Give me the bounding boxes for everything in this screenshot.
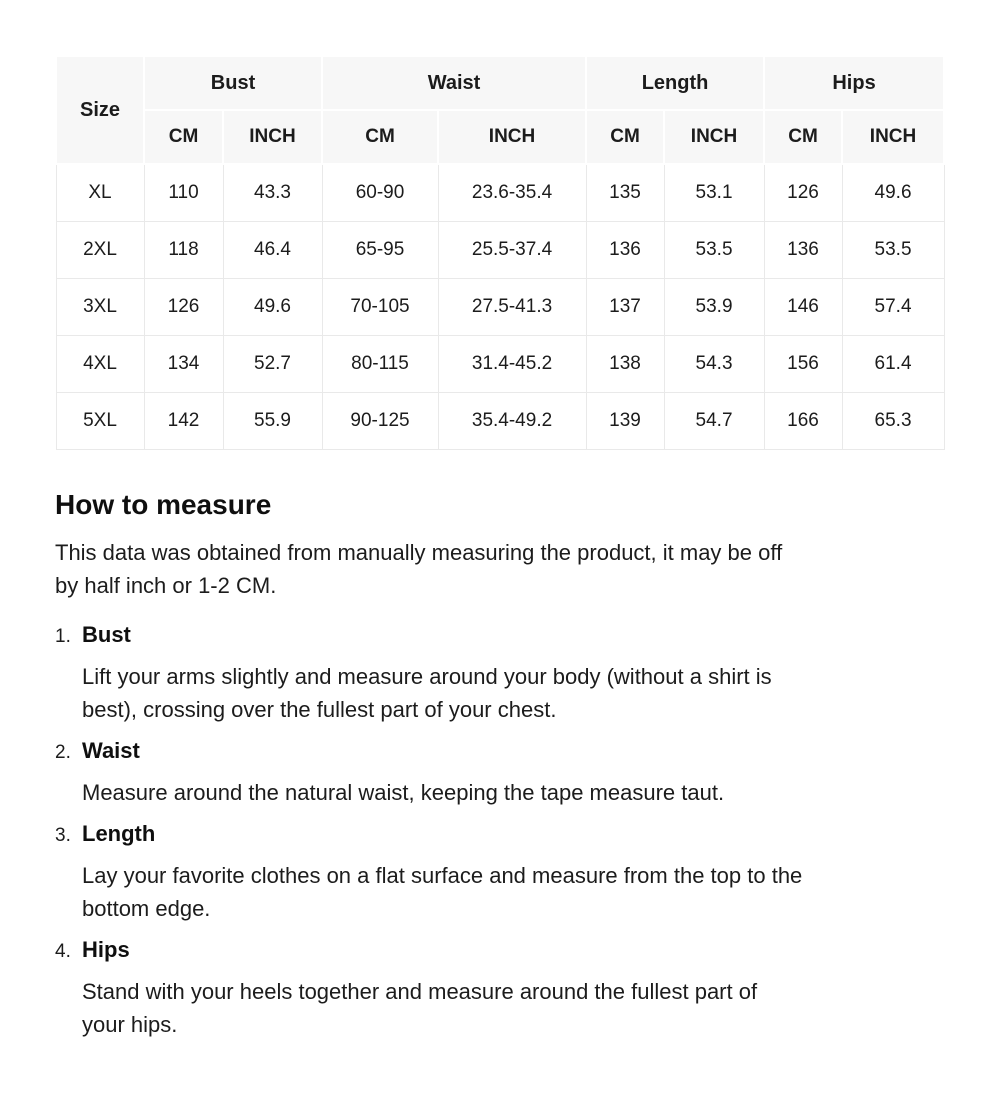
- table-cell: 61.4: [842, 336, 944, 393]
- group-header-length: Length: [586, 56, 764, 110]
- table-cell: 126: [144, 279, 223, 336]
- item-description: [82, 776, 945, 809]
- table-cell: 23.6-35.4: [438, 164, 586, 222]
- table-cell: 138: [586, 336, 664, 393]
- table-row-2xl: [56, 222, 944, 279]
- size-cell: 5XL: [56, 393, 144, 450]
- table-cell: 110: [144, 164, 223, 222]
- table-cell: 156: [764, 336, 842, 393]
- table-cell: 53.9: [664, 279, 764, 336]
- table-cell: 52.7: [223, 336, 322, 393]
- unit-header-length-inch: INCH: [664, 110, 764, 164]
- item-description: [82, 975, 945, 1041]
- size-cell: 2XL: [56, 222, 144, 279]
- table-cell: 146: [764, 279, 842, 336]
- table-cell: 54.3: [664, 336, 764, 393]
- table-cell: 65.3: [842, 393, 944, 450]
- table-cell: 55.9: [223, 393, 322, 450]
- size-cell: XL: [56, 164, 144, 222]
- table-cell: 43.3: [223, 164, 322, 222]
- table-cell: 90-125: [322, 393, 438, 450]
- table-cell: 80-115: [322, 336, 438, 393]
- table-cell: 70-105: [322, 279, 438, 336]
- table-cell: 135: [586, 164, 664, 222]
- table-cell: 166: [764, 393, 842, 450]
- item-title: Waist: [82, 738, 140, 763]
- table-cell: 49.6: [842, 164, 944, 222]
- intro-line: This data was obtained from manually measuring the product, it may be off: [55, 540, 783, 565]
- table-cell: 49.6: [223, 279, 322, 336]
- table-row-4xl: [56, 336, 944, 393]
- table-cell: 27.5-41.3: [438, 279, 586, 336]
- table-cell: 137: [586, 279, 664, 336]
- size-column-header: Size: [56, 56, 144, 164]
- description-line: best), crossing over the fullest part of your chest.: [82, 697, 557, 722]
- description-line: Measure around the natural waist, keeping the tape measure taut.: [82, 780, 725, 805]
- size-cell: 4XL: [56, 336, 144, 393]
- list-item-length: [55, 817, 945, 925]
- table-cell: 46.4: [223, 222, 322, 279]
- item-description: [82, 859, 945, 925]
- intro-line: by half inch or 1-2 CM.: [55, 573, 277, 598]
- description-line: Lay your favorite clothes on a flat surface and measure from the top to the: [82, 863, 803, 888]
- table-cell: 54.7: [664, 393, 764, 450]
- unit-header-bust-cm: CM: [144, 110, 223, 164]
- table-cell: 53.5: [664, 222, 764, 279]
- table-cell: 53.1: [664, 164, 764, 222]
- size-cell: 3XL: [56, 279, 144, 336]
- unit-header-hips-inch: INCH: [842, 110, 944, 164]
- item-number: 2.: [55, 742, 71, 763]
- table-cell: 35.4-49.2: [438, 393, 586, 450]
- group-header-bust: Bust: [144, 56, 322, 110]
- table-row-5xl: [56, 393, 944, 450]
- list-item-bust: [55, 618, 945, 726]
- item-head: [55, 933, 945, 968]
- description-line: Lift your arms slightly and measure around your body (without a shirt is: [82, 664, 772, 689]
- item-title: Bust: [82, 622, 131, 647]
- table-cell: 60-90: [322, 164, 438, 222]
- description-line: bottom edge.: [82, 896, 211, 921]
- table-cell: 25.5-37.4: [438, 222, 586, 279]
- table-cell: 57.4: [842, 279, 944, 336]
- unit-header-waist-inch: INCH: [438, 110, 586, 164]
- item-head: [55, 817, 945, 852]
- list-item-waist: [55, 734, 945, 809]
- table-cell: 136: [764, 222, 842, 279]
- unit-header-length-cm: CM: [586, 110, 664, 164]
- measure-list: [55, 618, 945, 1041]
- table-cell: 126: [764, 164, 842, 222]
- table-cell: 136: [586, 222, 664, 279]
- item-description: [82, 660, 945, 726]
- description-line: Stand with your heels together and measure around the fullest part of: [82, 979, 758, 1004]
- table-row-3xl: [56, 279, 944, 336]
- table-cell: 65-95: [322, 222, 438, 279]
- item-title: Hips: [82, 937, 130, 962]
- table-cell: 134: [144, 336, 223, 393]
- how-to-measure-heading: How to measure: [55, 489, 272, 520]
- item-number: 3.: [55, 825, 71, 846]
- unit-header-bust-inch: INCH: [223, 110, 322, 164]
- size-chart-table: [55, 55, 945, 450]
- measure-intro: [55, 536, 945, 602]
- item-number: 4.: [55, 941, 71, 962]
- table-cell: 118: [144, 222, 223, 279]
- group-header-waist: Waist: [322, 56, 586, 110]
- description-line: your hips.: [82, 1012, 178, 1037]
- table-row-xl: [56, 164, 944, 222]
- unit-header-hips-cm: CM: [764, 110, 842, 164]
- unit-header-waist-cm: CM: [322, 110, 438, 164]
- table-cell: 53.5: [842, 222, 944, 279]
- table-cell: 139: [586, 393, 664, 450]
- table-cell: 142: [144, 393, 223, 450]
- table-cell: 31.4-45.2: [438, 336, 586, 393]
- group-header-hips: Hips: [764, 56, 944, 110]
- item-title: Length: [82, 821, 156, 846]
- item-head: [55, 618, 945, 653]
- item-number: 1.: [55, 626, 71, 647]
- item-head: [55, 734, 945, 769]
- list-item-hips: [55, 933, 945, 1041]
